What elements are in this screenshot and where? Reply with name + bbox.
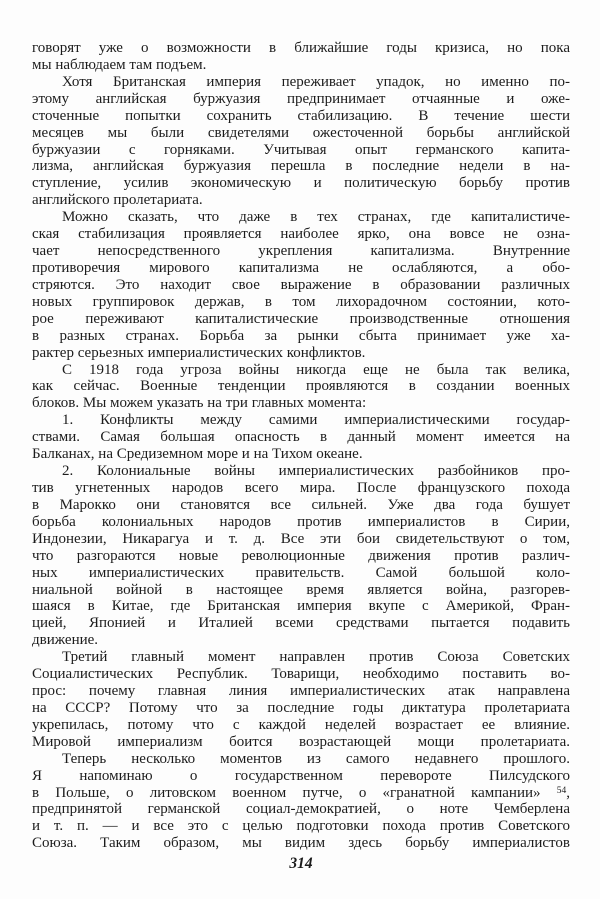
text-line: в разных странах. Борьба за рынки сбыта принимает уже ха- — [32, 327, 570, 344]
text-line: что разгораются новые революционные движения против различ- — [32, 547, 570, 564]
text-line: как сейчас. Военные тенденции проявляются в создании военных — [32, 378, 570, 395]
text-line: ствами. Самая большая опасность в данный момент имеется на — [32, 429, 570, 446]
text-line: английского пролетариата. — [32, 192, 203, 209]
text-line: ская стабилизация проявляется наиболее ярко, она вовсе не озна- — [32, 226, 570, 243]
text-line: в Польше, о литовском военном путче, о «гранатной кампании» $^{54}$, — [32, 784, 570, 801]
text-line: ниальной войной в настоящее время является война, разгорев- — [32, 581, 570, 598]
text-line: противоречия мирового капитализма не ослабляются, а обо- — [32, 259, 570, 276]
text-line: С 1918 года угроза войны никогда еще не была так велика, — [62, 361, 570, 378]
text-line: 2. Колониальные войны империалистических разбойников про- — [62, 463, 570, 480]
text-line: прос: почему главная линия империалистических атак направлена — [32, 683, 570, 700]
text-line: Индонезии, Никарагуа и т. д. Все эти бои свидетельствуют о том, — [32, 530, 570, 547]
text-line: месяцев мы были свидетелями ожесточенной борьбы английской — [32, 124, 570, 141]
text-block — [32, 40, 570, 852]
text-line: Третий главный момент направлен против Союза Советских — [62, 649, 570, 666]
text-line: новых группировок держав, в том лихорадочном состоянии, кото- — [32, 293, 570, 310]
text-line: блоков. Мы можем указать на три главных момента: — [32, 395, 367, 412]
text-line: Мировой империализм боится возрастающей мощи пролетариата. — [32, 733, 570, 750]
text-line: цией, Японией и Италией всеми средствами пытается подавить — [32, 615, 570, 632]
text-line: Социалистических Республик. Товарищи, необходимо поставить во- — [32, 666, 570, 683]
text-line: Я напоминаю о государственном перевороте Пилсудского — [32, 767, 570, 784]
text-line: Хотя Британская империя переживает упадок, но именно по- — [62, 73, 570, 90]
text-line: ступление, усилив экономическую и политическую борьбу против — [32, 175, 570, 192]
text-line: Балканах, на Средиземном море и на Тихом океане. — [32, 446, 363, 463]
text-line: Теперь несколько моментов из самого недавнего прошлого. — [62, 750, 570, 767]
text-line: говорят уже о возможности в ближайшие годы кризиса, но пока — [32, 40, 570, 56]
text-line: чает непосредственного укрепления капитализма. Внутренние — [32, 243, 570, 260]
page-number: 314 — [289, 855, 313, 872]
text-line: шаяся в Китае, где Британская империя вкупе с Америкой, Фран- — [32, 598, 570, 615]
text-line: стряются. Это находит свое выражение в образовании различных — [32, 276, 570, 293]
text-line: тив угнетенных народов всего мира. После французского похода — [32, 479, 570, 496]
text-line: в Марокко они становятся все сильней. Уже два года бушует — [32, 496, 570, 513]
text-line: сточенные попытки сохранить стабилизацию. В течение шести — [32, 107, 570, 124]
text-line: ных империалистических правительств. Самой большой коло- — [32, 564, 570, 581]
text-line: лизма, английская буржуазия перешла в последние недели в на- — [32, 158, 570, 175]
text-line: Союза. Таким образом, мы видим здесь борьбу империалистов — [32, 835, 570, 852]
text-line: и т. п. — и все это с целью подготовки похода против Советского — [32, 818, 570, 835]
text-line: буржуазии с горняками. Учитывая опыт германского капита- — [32, 141, 570, 158]
text-line: борьба колониальных народов против империалистов в Сирии, — [32, 513, 570, 530]
text-line: рактер серьезных империалистических конфликтов. — [32, 344, 366, 361]
text-line: 1. Конфликты между самими империалистическими государ- — [62, 412, 570, 429]
text-line: движение. — [32, 632, 99, 649]
text-line: рое переживают капиталистические производственные отношения — [32, 310, 570, 327]
text-line: предпринятой германской социал-демократией, о ноте Чемберлена — [32, 801, 570, 818]
text-line: мы наблюдаем там подъем. — [32, 56, 207, 73]
text-line: на СССР? Потому что за последние годы диктатура пролетариата — [32, 699, 570, 716]
text-line: укрепилась, потому что с каждой неделей возрастает ее влияние. — [32, 716, 570, 733]
text-line: этому английская буржуазия предпринимает отчаянные и оже- — [32, 90, 570, 107]
text-line: Можно сказать, что даже в тех странах, где капиталистиче- — [62, 209, 570, 226]
